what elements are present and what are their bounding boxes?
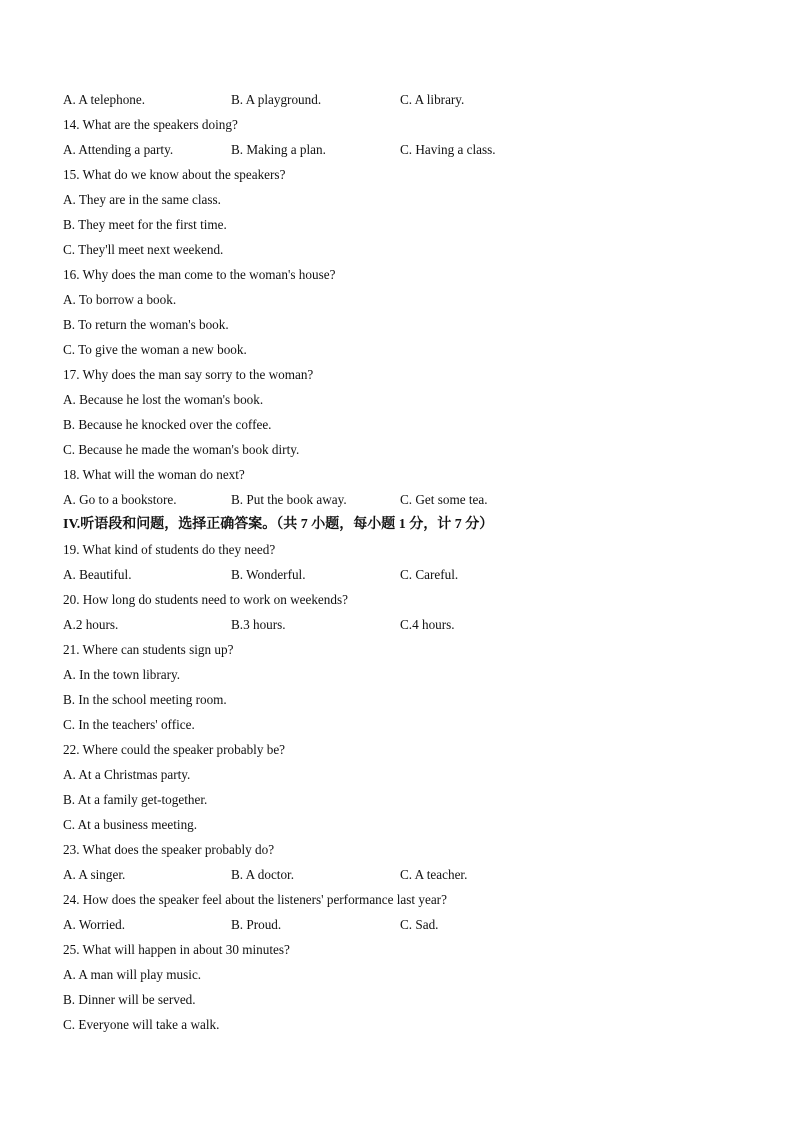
q16-option-c: C. To give the woman a new book.: [63, 342, 247, 357]
q23-option-b: B. A doctor.: [231, 867, 295, 882]
q23-options: [63, 862, 743, 887]
q13-option-b: B. A playground.: [231, 92, 322, 107]
q25-question: 25. What will happen in about 30 minutes?: [63, 942, 290, 957]
q24-option-b: B. Proud.: [231, 917, 282, 932]
q13-options: [63, 87, 743, 112]
q24-question: 24. How does the speaker feel about the listeners' performance last year?: [63, 892, 447, 907]
q25-option-b: B. Dinner will be served.: [63, 992, 196, 1007]
q17-question: 17. Why does the man say sorry to the woman?: [63, 367, 314, 382]
q22-option-a: A. At a Christmas party.: [63, 767, 191, 782]
q16-option-a: A. To borrow a book.: [63, 292, 177, 307]
q18-option-c: C. Get some tea.: [400, 492, 488, 507]
q19-option-c: C. Careful.: [400, 567, 459, 582]
q18-options: [63, 487, 743, 512]
q15-option-c: C. They'll meet next weekend.: [63, 242, 224, 257]
q21-option-b: B. In the school meeting room.: [63, 692, 227, 707]
q15-option-b: B. They meet for the first time.: [63, 217, 227, 232]
q22-question: 22. Where could the speaker probably be?: [63, 742, 286, 757]
q16-question: 16. Why does the man come to the woman's house?: [63, 267, 336, 282]
q13-option-a: A. A telephone.: [63, 92, 146, 107]
q22-option-c: C. At a business meeting.: [63, 817, 198, 832]
q13-option-c: C. A library.: [400, 92, 465, 107]
q20-option-b: B.3 hours.: [231, 617, 286, 632]
q20-options: [63, 612, 743, 637]
q17-option-b: B. Because he knocked over the coffee.: [63, 417, 272, 432]
q18-option-a: A. Go to a bookstore.: [63, 492, 177, 507]
q24-option-c: C. Sad.: [400, 917, 439, 932]
q17-option-c: C. Because he made the woman's book dirty.: [63, 442, 300, 457]
q14-option-a: A. Attending a party.: [63, 142, 174, 157]
q24-option-a: A. Worried.: [63, 917, 126, 932]
q19-option-b: B. Wonderful.: [231, 567, 306, 582]
q14-option-b: B. Making a plan.: [231, 142, 326, 157]
exam-page: [63, 87, 743, 1037]
q18-option-b: B. Put the book away.: [231, 492, 347, 507]
q20-option-c: C.4 hours.: [400, 617, 455, 632]
q23-option-a: A. A singer.: [63, 867, 126, 882]
q24-options: [63, 912, 743, 937]
q19-question: 19. What kind of students do they need?: [63, 542, 276, 557]
q21-option-a: A. In the town library.: [63, 667, 181, 682]
q14-option-c: C. Having a class.: [400, 142, 496, 157]
q19-options: [63, 562, 743, 587]
q22-option-b: B. At a family get-together.: [63, 792, 208, 807]
q15-question: 15. What do we know about the speakers?: [63, 167, 286, 182]
q23-option-c: C. A teacher.: [400, 867, 468, 882]
q17-option-a: A. Because he lost the woman's book.: [63, 392, 264, 407]
q20-option-a: A.2 hours.: [63, 617, 119, 632]
q23-question: 23. What does the speaker probably do?: [63, 842, 275, 857]
q14-question: 14. What are the speakers doing?: [63, 117, 238, 132]
q14-options: [63, 137, 743, 162]
section-iv-heading: IV.听语段和问题，选择正确答案。（共 7 小题，每小题 1 分，计 7 分）: [63, 517, 494, 532]
q25-option-c: C. Everyone will take a walk.: [63, 1017, 220, 1032]
q21-option-c: C. In the teachers' office.: [63, 717, 195, 732]
q18-question: 18. What will the woman do next?: [63, 467, 245, 482]
q20-question: 20. How long do students need to work on weekends?: [63, 592, 348, 607]
q21-question: 21. Where can students sign up?: [63, 642, 234, 657]
q25-option-a: A. A man will play music.: [63, 967, 202, 982]
q16-option-b: B. To return the woman's book.: [63, 317, 229, 332]
q15-option-a: A. They are in the same class.: [63, 192, 221, 207]
q19-option-a: A. Beautiful.: [63, 567, 132, 582]
